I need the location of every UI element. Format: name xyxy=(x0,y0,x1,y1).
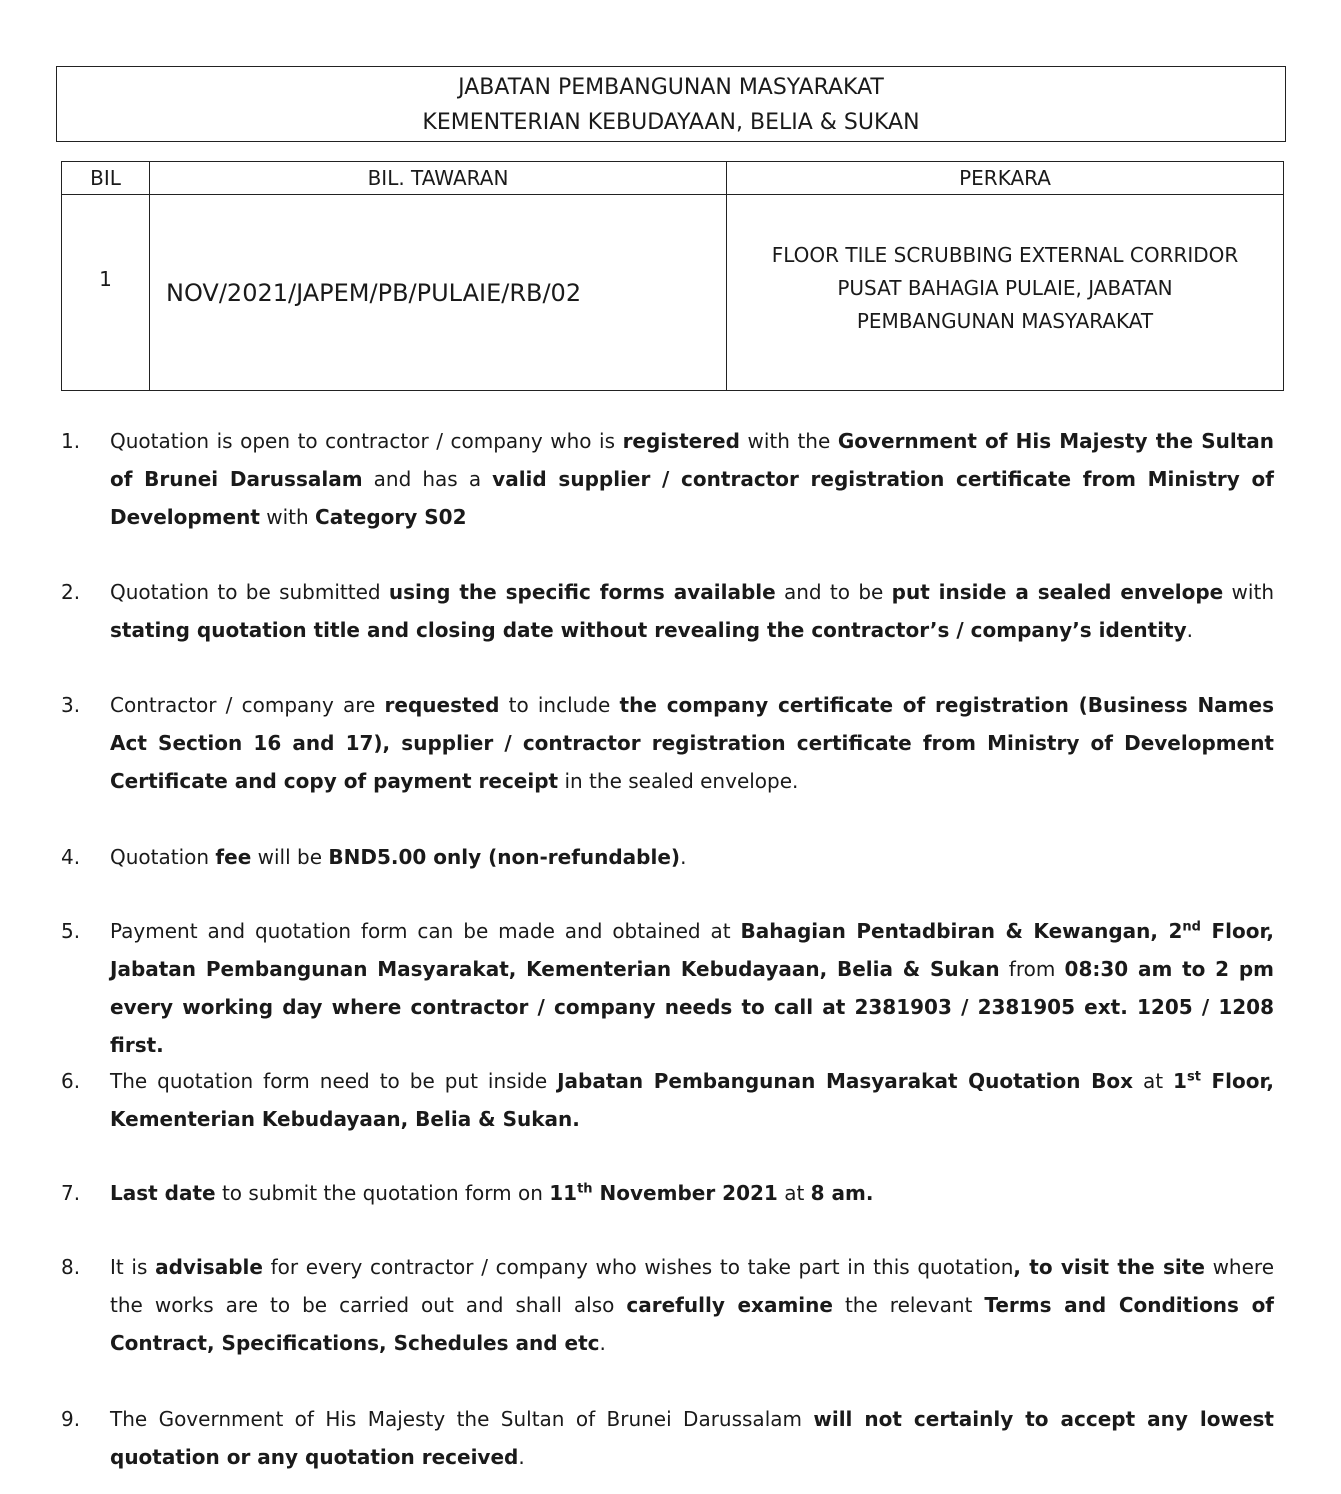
text-segment: st xyxy=(1186,1069,1201,1085)
list-item-number: 9. xyxy=(61,1407,81,1431)
row-subject xyxy=(727,195,1284,391)
text-segment: will not certainly to accept any lowest quotation or any quotation received xyxy=(110,1407,1274,1469)
text-segment: th xyxy=(577,1181,593,1197)
text-segment: The Government of His Majesty the Sultan of Brunei Darussalam xyxy=(110,1407,814,1431)
list-item-text xyxy=(110,838,1274,876)
text-segment: Quotation is open to contractor / company who is xyxy=(110,429,623,453)
list-item-text xyxy=(110,1174,1274,1212)
text-segment: from xyxy=(999,957,1065,981)
text-segment: Payment and quotation form can be made and obtained at xyxy=(110,919,741,943)
text-segment: The quotation form need to be put inside xyxy=(110,1069,558,1093)
text-segment: with xyxy=(1223,580,1274,604)
list-item-number: 8. xyxy=(61,1255,81,1279)
col-header-tawaran: BIL. TAWARAN xyxy=(150,162,727,195)
text-segment: fee xyxy=(215,845,252,869)
text-segment: and to be xyxy=(775,580,892,604)
text-segment: carefully examine xyxy=(626,1293,833,1317)
list-item-number: 2. xyxy=(61,580,81,604)
text-segment: Bahagian Pentadbiran & Kewangan, 2 xyxy=(740,919,1183,943)
text-segment: . xyxy=(680,845,687,869)
text-segment: 08:30 am to 2 pm every working day where contractor / company needs to call at 2381903 / 2381905 ext. 1205 / 1208 first. xyxy=(110,957,1274,1057)
text-segment: stating quotation title and closing date without revealing the contractor’s / company’s identity xyxy=(110,618,1187,642)
text-segment: , to visit the site xyxy=(1013,1255,1205,1279)
text-segment: using the specific forms available xyxy=(388,580,776,604)
text-segment: Floor, Kementerian Kebudayaan, Belia & Sukan. xyxy=(110,1069,1275,1131)
text-segment: 11 xyxy=(549,1181,578,1205)
text-segment: Last date xyxy=(110,1181,216,1205)
text-segment: valid supplier / contractor registration certificate from Ministry of Development xyxy=(110,467,1274,529)
text-segment: . xyxy=(518,1445,525,1469)
text-segment: to include xyxy=(499,693,620,717)
text-segment: advisable xyxy=(155,1255,263,1279)
text-segment: Quotation to be submitted xyxy=(110,580,389,604)
text-segment: in the sealed envelope. xyxy=(558,769,799,793)
text-segment: will be xyxy=(251,845,329,869)
list-item-text xyxy=(110,686,1274,800)
department-name: JABATAN PEMBANGUNAN MASYARAKAT xyxy=(458,75,884,100)
list-item-number: 1. xyxy=(61,429,81,453)
text-segment: with the xyxy=(739,429,838,453)
col-header-perkara: PERKARA xyxy=(727,162,1284,195)
tender-table xyxy=(61,161,1284,391)
row-reference-number: NOV/2021/JAPEM/PB/PULAIE/RB/02 xyxy=(150,195,727,391)
row-subject-text: FLOOR TILE SCRUBBING EXTERNAL CORRIDOR PUSAT BAHAGIA PULAIE, JABATAN PEMBANGUNAN MASYARAKAT xyxy=(771,242,1239,333)
list-item-text xyxy=(110,1400,1274,1476)
text-segment: BND5.00 only (non-refundable) xyxy=(328,845,681,869)
text-segment: for every contractor / company who wishes to take part in this quotation xyxy=(262,1255,1014,1279)
list-item-text xyxy=(110,1062,1274,1138)
list-item-number: 4. xyxy=(61,845,81,869)
list-item-text xyxy=(110,573,1274,649)
text-segment: . xyxy=(599,1331,606,1355)
table-header-row xyxy=(62,162,1284,195)
row-bil: 1 xyxy=(62,195,150,391)
list-item-number: 7. xyxy=(61,1181,81,1205)
col-header-bil: BIL xyxy=(62,162,150,195)
text-segment: with xyxy=(259,505,316,529)
document-header xyxy=(56,66,1286,142)
text-segment: Quotation xyxy=(110,845,216,869)
text-segment: Contractor / company are xyxy=(110,693,385,717)
text-segment: registered xyxy=(622,429,740,453)
text-segment: November 2021 xyxy=(592,1181,778,1205)
list-item-number: 3. xyxy=(61,693,81,717)
text-segment: at xyxy=(1132,1069,1174,1093)
list-item-text xyxy=(110,422,1274,536)
text-segment: put inside a sealed envelope xyxy=(891,580,1224,604)
ministry-name: KEMENTERIAN KEBUDAYAAN, BELIA & SUKAN xyxy=(422,110,920,135)
list-item-number: 6. xyxy=(61,1069,81,1093)
text-segment: to submit the quotation form on xyxy=(215,1181,550,1205)
text-segment: It is xyxy=(110,1255,156,1279)
text-segment: Floor, Jabatan Pembangunan Masyarakat, Kementerian Kebudayaan, Belia & Sukan xyxy=(110,919,1275,981)
text-segment: Terms and Conditions of Contract, Specifications, Schedules and etc xyxy=(110,1293,1275,1355)
text-segment: Government of His Majesty the Sultan of Brunei Darussalam xyxy=(110,429,1275,491)
list-item-text xyxy=(110,912,1274,1064)
text-segment: 1 xyxy=(1173,1069,1187,1093)
text-segment: 8 am. xyxy=(810,1181,874,1205)
list-item-text xyxy=(110,1248,1274,1362)
text-segment: requested xyxy=(384,693,500,717)
text-segment: and has a xyxy=(362,467,493,491)
text-segment: Category S02 xyxy=(315,505,467,529)
text-segment: . xyxy=(1186,618,1193,642)
list-item-number: 5. xyxy=(61,919,81,943)
text-segment: where the works are to be carried out and shall also xyxy=(110,1255,1274,1317)
text-segment: Jabatan Pembangunan Masyarakat Quotation Box xyxy=(557,1069,1133,1093)
text-segment: the company certificate of registration (Business Names Act Section 16 and 17), supplier / contractor registration certificate from Ministry of Development Certificate and copy of payment receipt xyxy=(110,693,1274,793)
text-segment: the relevant xyxy=(832,1293,985,1317)
table-row xyxy=(62,195,1284,391)
text-segment: nd xyxy=(1182,919,1201,935)
text-segment: at xyxy=(777,1181,811,1205)
